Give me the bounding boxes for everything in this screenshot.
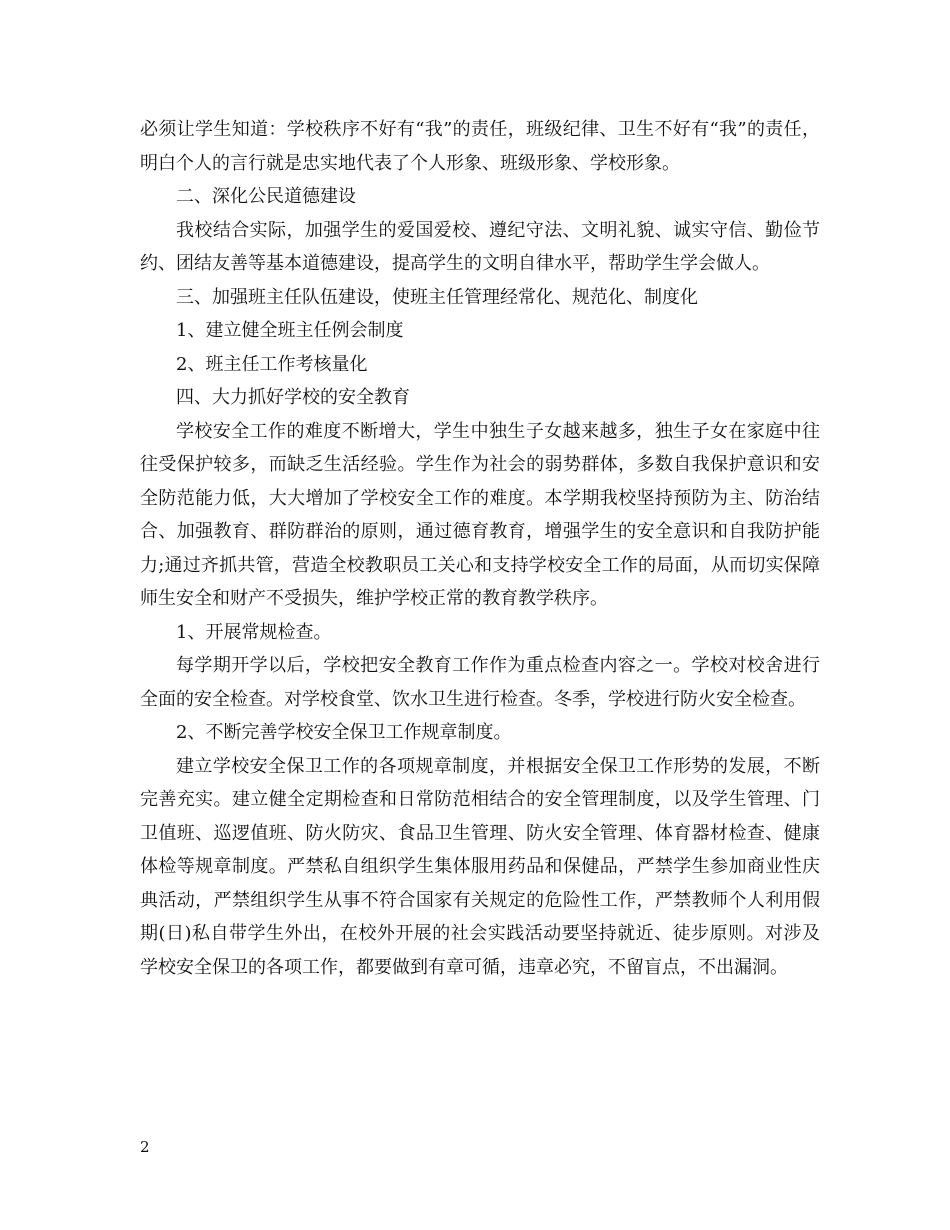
paragraph-10: 每学期开学以后，学校把安全教育工作作为重点检查内容之一。学校对校舍进行全面的安全检查。对学校食堂、饮水卫生进行检查。冬季，学校进行防火安全检查。	[140, 655, 820, 710]
paragraph-3: 我校结合实际，加强学生的爱国爱校、遵纪守法、文明礼貌、诚实守信、勤俭节约、团结友善等基本道德建设，提高学生的文明自律水平，帮助学生学会做人。	[140, 219, 820, 274]
list-item-3: 1、开展常规检查。	[176, 621, 332, 643]
list-item-4: 2、不断完善学校安全保卫工作规章制度。	[176, 722, 512, 743]
list-item-1: 1、建立健全班主任例会制度	[176, 320, 404, 341]
section-heading-2: 二、深化公民道德建设	[176, 186, 356, 207]
section-heading-4: 四、大力抓好学校的安全教育	[176, 387, 410, 408]
list-item-2: 2、班主任工作考核量化	[176, 353, 368, 375]
section-heading-3: 三、加强班主任队伍建设，使班主任管理经常化、规范化、制度化	[176, 286, 698, 308]
paragraph-8: 学校安全工作的难度不断增大，学生中独生子女越来越多，独生子女在家庭中往往受保护较多，而缺乏生活经验。学生作为社会的弱势群体，多数自我保护意识和安全防范能力低，大大增加了学校安全工作的难度。本学期我校坚持预防为主、防治结合、加强教育、群防群治的原则，通过德育教育，增强学生的安全意识和自我防护能力;通过齐抓共管，营造全校教职员工关心和支持学校安全工作的局面，从而切实保障师生安全和财产不受损失，维护学校正常的教育教学秩序。	[140, 420, 820, 609]
paragraph-12: 建立学校安全保卫工作的各项规章制度，并根据安全保卫工作形势的发展，不断完善充实。建立健全定期检查和日常防范相结合的安全管理制度，以及学生管理、门卫值班、巡逻值班、防火防灾、食品卫生管理、防火安全管理、体育器材检查、健康体检等规章制度。严禁私自组织学生集体服用药品和保健品，严禁学生参加商业性庆典活动，严禁组织学生从事不符合国家有关规定的危险性工作，严禁教师个人利用假期(日)私自带学生外出，在校外开展的社会实践活动要坚持就近、徒步原则。对涉及学校安全保卫的各项工作，都要做到有章可循，违章必究，不留盲点，不出漏洞。	[140, 755, 820, 978]
document-body	[140, 113, 820, 984]
paragraph-1: 必须让学生知道：学校秩序不好有“我”的责任，班级纪律、卫生不好有“我”的责任，明白个人的言行就是忠实地代表了个人形象、班级形象、学校形象。	[140, 119, 820, 174]
page-number: 2	[140, 1138, 150, 1156]
